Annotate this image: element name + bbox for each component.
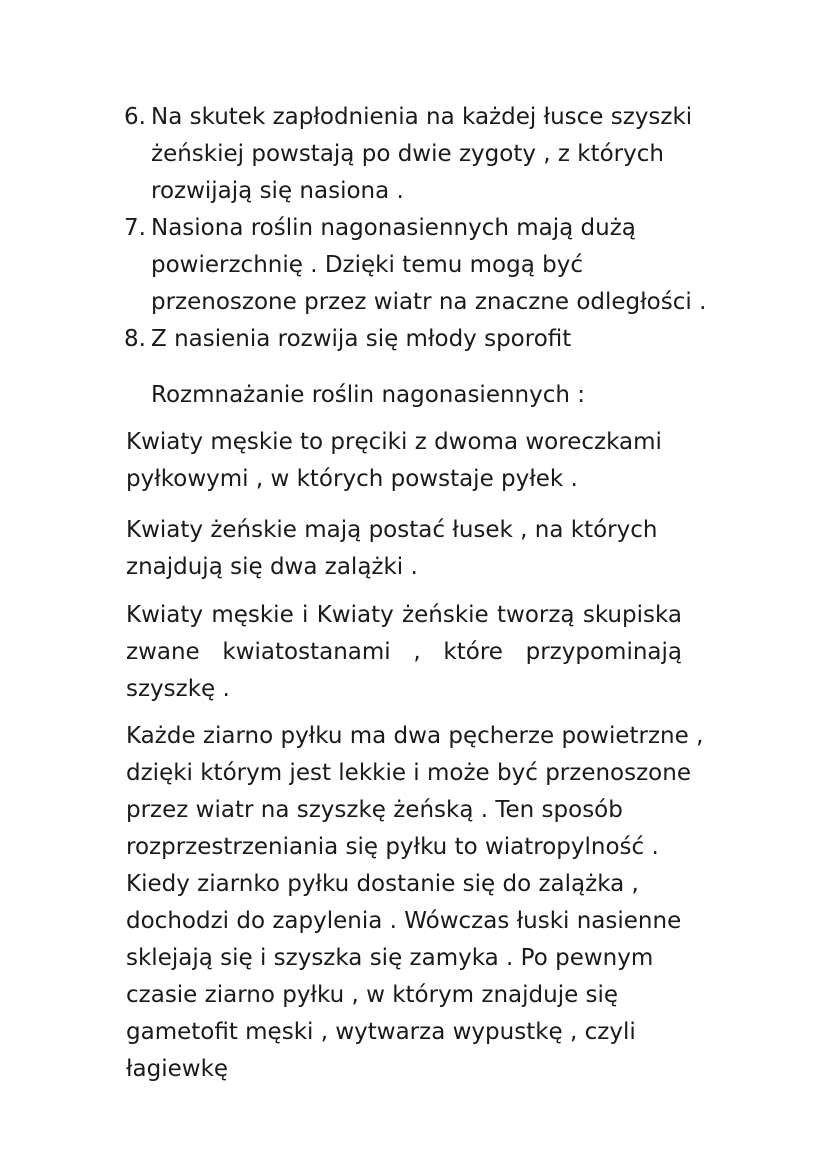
list-item-number: 8. [124,326,146,352]
paragraph-male-flowers: Kwiaty męskie to pręciki z dwoma woreczkami pyłkowymi , w których powstaje pyłek . [126,429,662,492]
list-item-text: Nasiona roślin nagonasiennych mają dużą powierzchnię . Dzięki temu mogą być przenoszone przez wiatr na znaczne odległości . [151,215,707,315]
list-item-number: 7. [124,215,146,241]
list-item [124,99,734,210]
list-item-text: Na skutek zapłodnienia na każdej łusce szyszki żeńskiej powstają po dwie zygoty , z których rozwijają się nasiona . [151,104,693,204]
paragraph-inflorescences: Kwiaty męskie i Kwiaty żeńskie tworzą skupiska zwane kwiatostanami , które przypominają szyszkę . [126,602,682,702]
list-item-number: 6. [124,104,146,130]
list-item [124,210,734,321]
numbered-list [124,99,734,358]
list-item-text: Z nasienia rozwija się młody sporofit [151,326,572,352]
list-item [124,321,734,358]
paragraph-pollination: Każde ziarno pyłku ma dwa pęcherze powietrzne , dzięki którym jest lekkie i może być przenoszone przez wiatr na szyszkę żeńską . Ten sposób rozprzestrzeniania się pyłku to wiatropylność . Kiedy ziarnko pyłku dostanie się do zalążka , dochodzi do zapylenia . Wówczas łuski nasienne sklejają się i szyszka się zamyka . Po pewnym czasie ziarno pyłku , w którym znajduje się gametofit męski , wytwarza wypustkę , czyli łagiewkę [126,723,704,1082]
section-heading: Rozmnażanie roślin nagonasiennych : [151,382,586,408]
paragraph-female-flowers: Kwiaty żeńskie mają postać łusek , na których znajdują się dwa zalążki . [126,517,658,580]
